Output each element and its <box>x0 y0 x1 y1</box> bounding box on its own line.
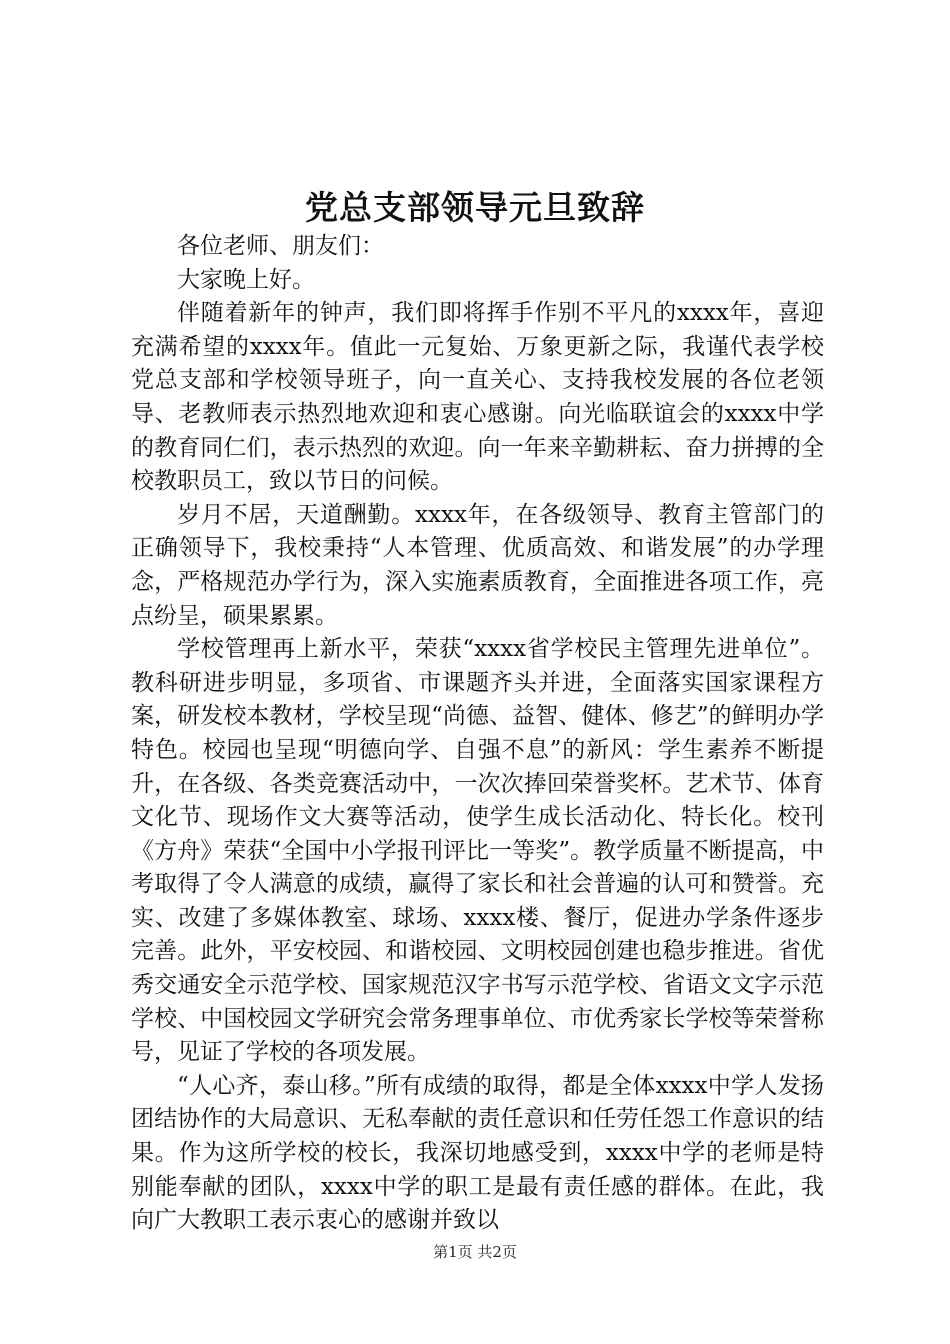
body-paragraph-2: 岁月不居，天道酬勤。xxxx年，在各级领导、教育主管部门的正确领导下，我校秉持“人本管理、优质高效、和谐发展”的办学理念，严格规范办学行为，深入实施素质教育，全面推进各项工作，亮点纷呈，硕果累累。 <box>131 501 824 629</box>
document-body <box>131 230 824 1238</box>
body-paragraph-3: 学校管理再上新水平，荣获“xxxx省学校民主管理先进单位”。教科研进步明显，多项省、市课题齐头并进，全面落实国家课程方案，研发校本教材，学校呈现“尚德、益智、健体、修艺”的鲜明办学特色。校园也呈现“明德向学、自强不息”的新风：学生素养不断提升，在各级、各类竞赛活动中，一次次捧回荣誉奖杯。艺术节、体育文化节、现场作文大赛等活动，使学生成长活动化、特长化。校刊《方舟》荣获“全国中小学报刊评比一等奖”。教学质量不断提高，中考取得了令人满意的成绩，赢得了家长和社会普遍的认可和赞誉。充实、改建了多媒体教室、球场、xxxx楼、餐厅，促进办学条件逐步完善。此外，平安校园、和谐校园、文明校园创建也稳步推进。省优秀交通安全示范学校、国家规范汉字书写示范学校、省语文文字示范学校、中国校园文学研究会常务理事单位、市优秀家长学校等荣誉称号，见证了学校的各项发展。 <box>131 636 824 1066</box>
page-number-footer: 第1页 共2页 <box>433 1243 517 1261</box>
body-paragraph-4: “人心齐，泰山移。”所有成绩的取得，都是全体xxxx中学人发扬团结协作的大局意识、无私奉献的责任意识和任劳任怨工作意识的结果。作为这所学校的校长，我深切地感受到，xxxx中学的老师是特别能奉献的团队，xxxx中学的职工是最有责任感的群体。在此，我向广大教职工表示衷心的感谢并致以 <box>131 1072 824 1234</box>
salutation-paragraph: 大家晚上好。 <box>177 266 315 293</box>
greeting-paragraph: 各位老师、朋友们： <box>177 233 384 259</box>
document-title: 党总支部领导元旦致辞 <box>305 188 645 227</box>
body-paragraph-1: 伴随着新年的钟声，我们即将挥手作别不平凡的xxxx年，喜迎充满希望的xxxx年。值此一元复始、万象更新之际，我谨代表学校党总支部和学校领导班子，向一直关心、支持我校发展的各位老领导、老教师表示热烈地欢迎和衷心感谢。向光临联谊会的xxxx中学的教育同仁们，表示热烈的欢迎。向一年来辛勤耕耘、奋力拼搏的全校教职员工，致以节日的问候。 <box>131 300 824 495</box>
